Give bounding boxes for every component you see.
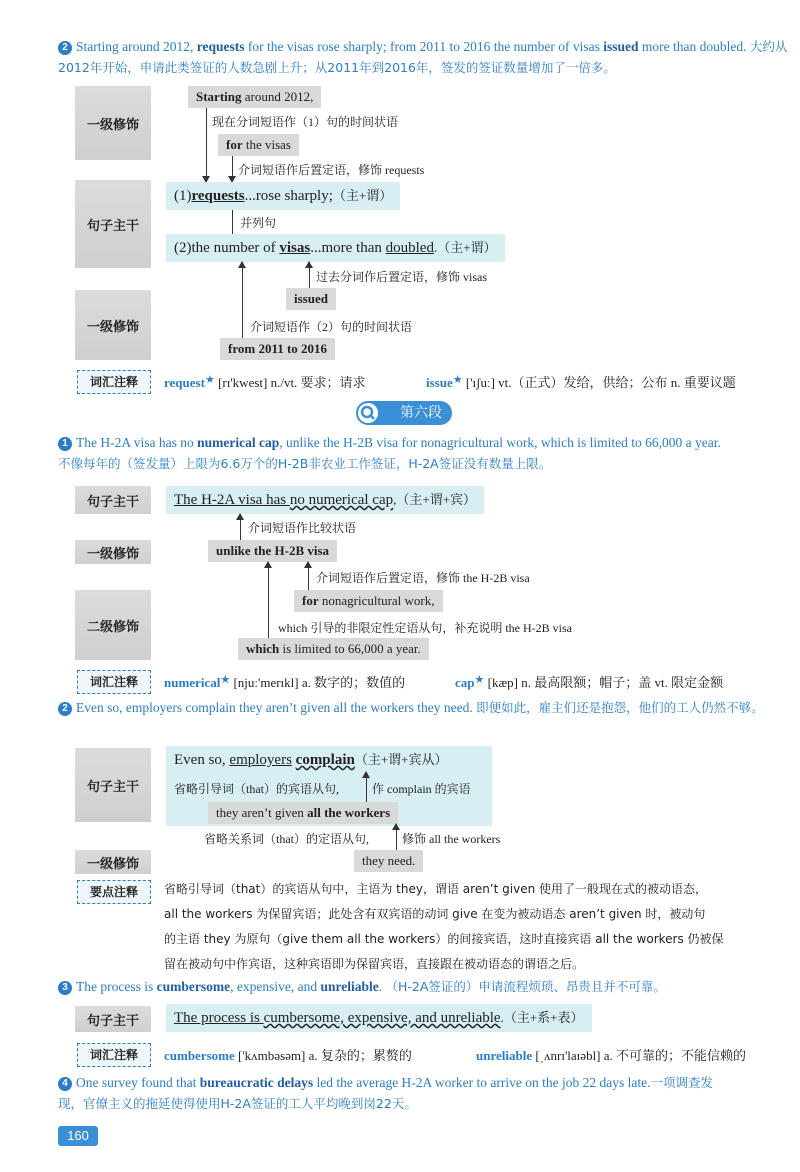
modifier-box-for: for nonagricultural work, (294, 590, 443, 612)
modifier-box-starting: Starting around 2012, (188, 86, 321, 108)
arrow-up (268, 562, 269, 638)
label-level1-modifier: 一级修饰 (75, 86, 151, 160)
main-clause: The process is cumbersome, expensive, and unreliable.（主+系+表） (166, 1004, 592, 1032)
connector-line (232, 210, 233, 234)
main-clause: The H-2A visa has no numerical cap,（主+谓+宾） (166, 486, 484, 514)
label-main-clause: 句子主干 (75, 1006, 151, 1032)
modifier-box-which: which is limited to 66,000 a year. (238, 638, 429, 660)
main-clause-1: (1)requests...rose sharply;（主+谓） (166, 182, 400, 210)
vocab-tag: 词汇注释 (77, 370, 151, 394)
key-note-tag: 要点注释 (77, 880, 151, 904)
label-level1-modifier: 一级修饰 (75, 540, 151, 564)
note-from: 介词短语作（2）句的时间状语 (250, 320, 413, 334)
note-object-clause: 省略引导词（that）的宾语从句, (174, 782, 339, 796)
modifier-box-for: for the visas (218, 134, 299, 156)
main-clause: Even so, employers complain（主+谓+宾从） (166, 746, 492, 826)
label-main-clause: 句子主干 (75, 748, 151, 822)
vocab-cap: cap★ [kæp] n. 最高限额；帽子；盖 vt. 限定金额 (455, 674, 724, 690)
arrow-down (232, 156, 233, 182)
main-clause-2: (2)the number of visas...more than doubled.（主+谓） (166, 234, 505, 262)
modifier-box-issued: issued (286, 288, 336, 310)
modifier-box-given: they aren’t given all the workers (208, 802, 398, 824)
vocab-tag: 词汇注释 (77, 670, 151, 694)
sentence-3-text: 2 Even so, employers complain they aren’t given all the workers they need. 即便如此，雇主们还是抱怨，他们的工人仍然不够。 (58, 697, 788, 718)
note-object-target: 作 complain 的宾语 (372, 782, 471, 796)
vocab-unreliable: unreliable [ˌʌnrɪ'laɪəbl] a. 不可靠的；不能信赖的 (476, 1048, 747, 1063)
vocab-issue: issue★ ['ɪʃuː] vt.（正式）发给，供给；公布 n. 重要议题 (426, 374, 736, 390)
note-which: which 引导的非限定性定语从句，补充说明 the H-2B visa (278, 621, 572, 635)
sentence-1-text: 1 The H-2A visa has no numerical cap, unlike the H-2B visa for nonagricultural work, which is limited to 66,000 a year. 不像每年的（签发量）上限为6.6万个的H-2B非农业工作签证，H-2A签证没有数量上限。 (58, 435, 721, 471)
note-for: 介词短语作后置定语，修饰 the H-2B visa (316, 571, 530, 585)
sentence-4-text: 3 The process is cumbersome, expensive, and unreliable. （H-2A签证的）申请流程烦琐、昂贵且并不可靠。 (58, 976, 788, 997)
vocab-tag: 词汇注释 (77, 1043, 151, 1067)
note-issued: 过去分词作后置定语，修饰 visas (316, 270, 488, 284)
modifier-box-from: from 2011 to 2016 (220, 338, 335, 360)
vocab-numerical: numerical★ [njuː'merɪkl] a. 数字的；数值的 (164, 674, 406, 690)
sentence-2-text: 2 Starting around 2012, requests for the visas rose sharply; from 2011 to 2016 the number of visas issued more than doubled. 大约从2012年开始，申请此类签证的人数急剧上升；从2011年到2016年，签发的签证数量增加了一倍多。 (58, 39, 788, 75)
sentence-number-badge: 2 (58, 41, 72, 55)
arrow-up (308, 562, 309, 590)
arrow-up (242, 262, 243, 338)
modifier-box-need: they need. (354, 850, 423, 872)
modifier-box-unlike: unlike the H-2B visa (208, 540, 337, 562)
label-level1-modifier: 一级修饰 (75, 850, 151, 874)
note-starting: 现在分词短语作（1）句的时间状语 (212, 115, 399, 129)
label-main-clause: 句子主干 (75, 486, 151, 514)
note-attr-clause: 省略关系词（that）的定语从句, (204, 832, 369, 846)
vocab-request: request★ [rɪ'kwest] n./vt. 要求；请求 (164, 374, 366, 390)
arrow-down (206, 108, 207, 182)
key-note-text: 省略引导词（that）的宾语从句中，主语为 they，谓语 aren’t given 使用了一般现在式的被动语态， all the workers 为保留宾语；此处含有双宾语的动词 give 在变为被动语态 aren’t given 时，被动句 的主语 they 为原句（give them all the workers）的间接宾语，这时直接宾语 all the workers 仍被保 留在被动句中作宾语，这种宾语即为保留宾语，直接跟在被动语态的谓语之后。 (164, 882, 724, 971)
page-number: 160 (58, 1126, 98, 1146)
note-for: 介词短语作后置定语，修饰 requests (238, 163, 425, 177)
arrow-up (309, 262, 310, 288)
arrow-up (240, 514, 241, 540)
label-level2-modifier: 二级修饰 (75, 590, 151, 660)
note-unlike: 介词短语作比较状语 (248, 521, 357, 535)
arrow-up (396, 824, 397, 850)
search-icon (358, 403, 378, 423)
vocab-cumbersome: cumbersome ['kʌmbəsəm] a. 复杂的；累赘的 (164, 1048, 412, 1063)
label-main-clause: 句子主干 (75, 180, 151, 268)
section-header: 第六段 (356, 401, 452, 425)
note-attr-target: 修饰 all the workers (402, 832, 501, 846)
sentence-5-text: 4 One survey found that bureaucratic delays led the average H-2A worker to arrive on the job 22 days late.一项调查发 现，官僚主义的拖延使得使用H-2A签证的工人平均晚到岗22天。 (58, 1075, 714, 1111)
note-parallel: 并列句 (240, 216, 277, 230)
arrow-up (366, 772, 367, 802)
label-level1-modifier: 一级修饰 (75, 290, 151, 360)
